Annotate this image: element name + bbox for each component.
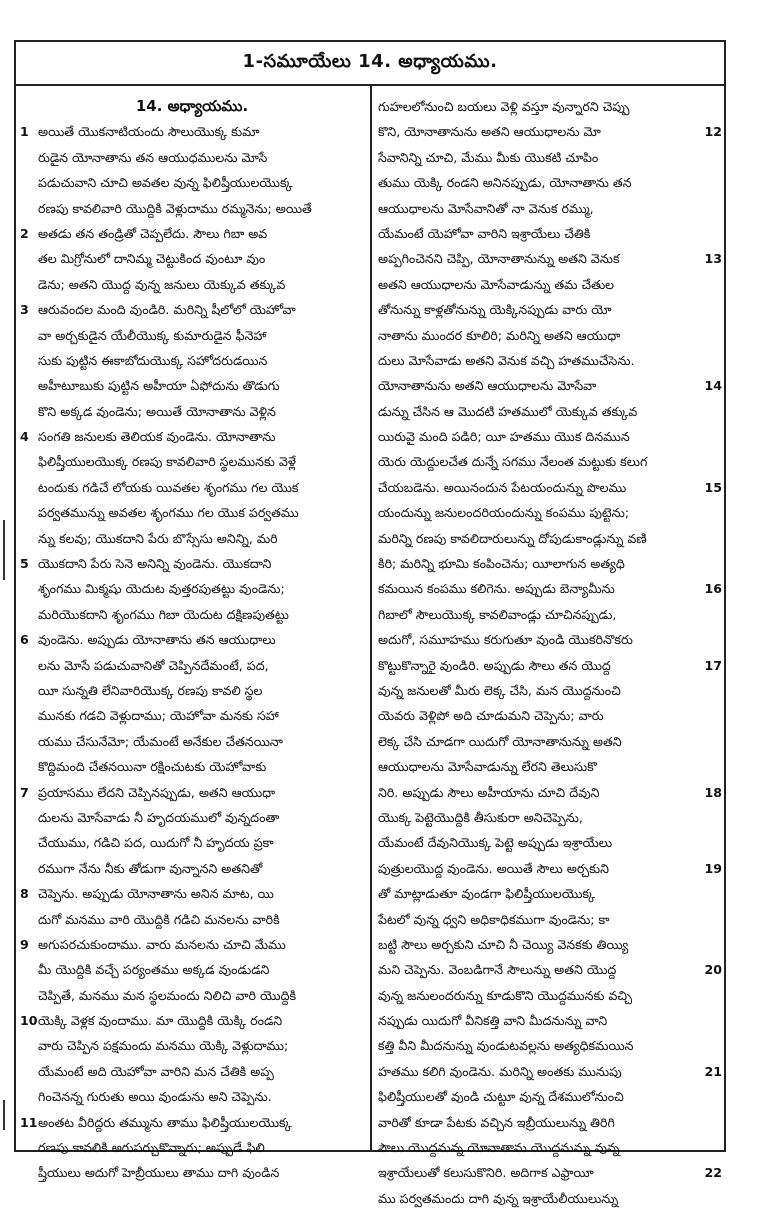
line-text: రణపు కావలికి అగుపర్చుకొన్నారు; అప్పుడే ఫిలి xyxy=(38,1140,265,1156)
line-text: దులు మోసేవాడు అతని వెనుక వచ్చి హతముచేసెను. xyxy=(378,352,635,368)
line-text: యెవరు వెళ్లిపో అది చూడుమని చెప్పెను; వారు xyxy=(378,708,604,724)
text-line xyxy=(20,399,364,424)
verse-number: 10 xyxy=(20,1013,38,1029)
verse-number: 17 xyxy=(704,657,722,673)
line-text: చేయుము, గడిచి పద, యిదుగో నీ హృదయ ప్రకా xyxy=(38,835,274,851)
line-text: మీ యొద్దికి వచ్చే పర్యంతము అక్కడ వుండుడని xyxy=(38,962,270,978)
line-text: కమయిన కంపము కలిగెను. అప్పుడు బెన్యామీను xyxy=(378,581,615,597)
verse-number: 1 xyxy=(20,124,29,140)
text-line xyxy=(20,754,364,779)
text-line xyxy=(20,272,364,297)
line-text: నాతాను ముందర కూలిరి; మరిన్ని అతని ఆయుధా xyxy=(378,327,621,343)
text-line xyxy=(378,932,722,957)
line-text: కొద్దిమంది చేతనయినా రక్షించుటకు యెహోవాకు xyxy=(38,759,267,775)
line-text: రముగా నేను నీకు తోడుగా వున్నానని అతనితో xyxy=(38,860,263,876)
verse-number: 14 xyxy=(704,378,722,394)
text-line xyxy=(20,246,364,271)
text-line xyxy=(378,297,722,322)
text-line xyxy=(20,830,364,855)
text-line xyxy=(20,678,364,703)
text-line xyxy=(20,653,364,678)
text-line xyxy=(20,348,364,373)
line-text: పర్వతమున్ను అవతల శృంగము గల యొక పర్వతము xyxy=(38,505,299,521)
verse-number: 8 xyxy=(20,886,29,902)
text-line xyxy=(378,881,722,906)
line-text: ఫిలిష్తీయులయొక్క రణపు కావలివారి స్థలమునకు వెళ్లే xyxy=(38,454,296,470)
line-text: తో మాట్లాడుతూ వుండగా ఫిలిష్తీయులయొక్క xyxy=(378,886,596,902)
text-line xyxy=(378,272,722,297)
line-text: తల మిగ్రోనులో దానిమ్మ చెట్టుకింద వుంటూ వుం xyxy=(38,251,266,267)
line-text: అతడు తన తండ్రితో చెప్పలేదు. సౌలు గిబా అవ xyxy=(38,225,268,241)
line-text: వారు చెప్పిన పక్షమందు మనము యెక్కి వెళ్లుదాము; xyxy=(38,1038,289,1054)
line-text: సౌలు యొద్దనున్న యోనాతాను యొద్దనున్ను వున్న xyxy=(378,1140,620,1156)
text-line xyxy=(378,1110,722,1135)
line-text: దుగో మనము వారి యొద్దికి గడిచి మనలను వారికి xyxy=(38,911,280,927)
line-text: కత్తి వీని మీదనున్ను వుండుటవల్లను అత్యధికమయిన xyxy=(378,1038,634,1054)
line-text: యెరు యెద్దులచేత దున్నే సగము నేలంత మట్టుకు కలుగ xyxy=(378,454,648,470)
line-text: గించెనన్న గురుతు అయి వుండును అని చెప్పెను. xyxy=(38,1089,272,1105)
line-text: డెను; అతని యొద్ద వున్న జనులు యెక్కువ తక్కువ xyxy=(38,276,286,292)
text-line xyxy=(378,780,722,805)
line-text: అప్పగించెనని చెప్పి, యోనాతానున్ను అతని వెనుక xyxy=(378,251,620,267)
text-line xyxy=(20,780,364,805)
line-text: సేవానిన్ని చూచి, మేము మీకు యొకటి చూపిం xyxy=(378,149,599,165)
text-line xyxy=(378,373,722,398)
text-line xyxy=(378,576,722,601)
text-line xyxy=(378,399,722,424)
line-text: అహీటూబుకు పుట్టిన అహీయా ఏఫోదును తొడుగు xyxy=(38,378,280,394)
line-text: పుత్రులయొద్ద వుండెను. అయితే సౌలు అర్చకుని xyxy=(378,860,609,876)
line-text: వున్న జనులందరున్ను కూడుకొని యొద్దమునకు వచ్చి xyxy=(378,987,633,1003)
text-line xyxy=(378,526,722,551)
verse-number: 22 xyxy=(704,1165,722,1181)
text-line xyxy=(378,551,722,576)
text-line xyxy=(20,1033,364,1058)
line-text: అగుపరచుకుందాము. వారు మనలను చూచి మేము xyxy=(38,936,286,952)
line-text: తుము యెక్కి రండని అనినప్పుడు, యోనాతాను తన xyxy=(378,175,632,191)
line-text: ప్రయాసము లేదని చెప్పినప్పుడు, అతని ఆయుధా xyxy=(38,784,276,800)
text-line xyxy=(20,729,364,754)
text-line xyxy=(378,729,722,754)
text-line xyxy=(20,449,364,474)
verse-number: 15 xyxy=(704,479,722,495)
line-text: గుహలలోనుంచి బయలు వెళ్లి వస్తూ వున్నారని చెప్పు xyxy=(378,99,630,114)
text-line xyxy=(20,119,364,144)
line-text: వా అర్చకుడైన యేలీయొక్క కుమారుడైన ఫీనెహా xyxy=(38,327,267,343)
line-text: హతము కలిగి వుండెను. మరిన్ని అంతకు మునుపు xyxy=(378,1063,622,1079)
text-line xyxy=(20,424,364,449)
text-line xyxy=(20,500,364,525)
text-line xyxy=(20,602,364,627)
text-line xyxy=(378,196,722,221)
line-text: దులను మోసేవాడు నీ హృదయములో వున్నదంతా xyxy=(38,809,280,825)
line-text: మునకు గడచి వెళ్లుదాము; యెహోవా మనకు సహా xyxy=(38,708,279,724)
text-line xyxy=(378,805,722,830)
verse-number: 6 xyxy=(20,632,29,648)
text-line xyxy=(378,323,722,348)
right-text-lines xyxy=(378,94,722,1211)
text-line xyxy=(378,1033,722,1058)
text-line xyxy=(378,907,722,932)
left-text-lines xyxy=(20,119,364,1185)
line-text: వున్న జనులతో మీరు లెక్క చేసి, మన యొద్దనుంచి xyxy=(378,682,621,698)
line-text: యందున్ను జనులందరియందున్ను కంపము పుట్టెను; xyxy=(378,505,630,521)
text-line xyxy=(378,1059,722,1084)
line-text: పడుచువాని చూచి అవతల వున్న ఫిలిష్తీయులయొక్క xyxy=(38,175,293,191)
text-line xyxy=(20,526,364,551)
text-line xyxy=(20,907,364,932)
line-text: యిరువై మంది పడిరి; యీ హతము యొక దినమున xyxy=(378,429,630,445)
text-line xyxy=(378,170,722,195)
line-text: న్ను కలవు; యొకదాని పేరు బొస్సేసు అనిన్ని, మరి xyxy=(38,530,278,546)
text-line xyxy=(378,983,722,1008)
text-line xyxy=(20,957,364,982)
text-line xyxy=(20,805,364,830)
page-edge-mark xyxy=(3,1100,5,1130)
line-text: ష్తీయులు అదుగో హెబ్రీయులు తాము దాగి వుండిన xyxy=(38,1165,280,1181)
text-line xyxy=(20,1135,364,1160)
line-text: యొక్క పెట్టెయొద్దికి తీసుకురా అనిచెప్పెను, xyxy=(378,809,583,825)
line-text: మని చెప్పెను. వెంబడిగానే సౌలున్ను అతని యొద్ద xyxy=(378,962,617,978)
text-line xyxy=(378,754,722,779)
line-text: చెప్పెను. అప్పుడు యోనాతాను అనిన మాట, యి xyxy=(38,886,274,902)
line-text: యేమంటే యెహోవా వారిని ఇశ్రాయేలు చేతికి xyxy=(378,225,591,241)
text-line xyxy=(20,932,364,957)
line-text: సంగతి జనులకు తెలియక వుండెను. యోనాతాను xyxy=(38,429,276,445)
text-line xyxy=(378,856,722,881)
line-text: అతని ఆయుధాలను మోసేవాడున్ను తమ చేతుల xyxy=(378,276,615,292)
verse-number: 3 xyxy=(20,302,29,318)
text-line xyxy=(378,475,722,500)
line-text: యోనాతానును అతని ఆయుధాలను మోసేవా xyxy=(378,378,597,394)
line-text: టందుకు గడిచే లోయకు యివతల శృంగము గల యొక xyxy=(38,479,299,495)
line-text: సుకు పుట్టిన ఈకాబోదుయొక్క సహోదరుడయిన xyxy=(38,352,268,368)
verse-number: 21 xyxy=(704,1063,722,1079)
line-text: మరిన్ని రణపు కావలిదారులున్ను దోపుడుకాండ్లున్ను వణి xyxy=(378,530,647,546)
chapter-heading: 14. అధ్యాయము. xyxy=(135,97,249,115)
text-line xyxy=(378,1160,722,1185)
text-line xyxy=(20,170,364,195)
line-text: అయితే యొకనాటియందు సౌలుయొక్క కుమా xyxy=(38,124,260,140)
line-text: లను మోసే పడుచువానితో చెప్పినదేమంటే, పద, xyxy=(38,657,269,673)
verse-number: 16 xyxy=(704,581,722,597)
line-text: కొట్టుకొన్నారై వుండిరి. అప్పుడు సౌలు తన యొద్ద xyxy=(378,657,611,673)
line-text: శృంగము మిక్మషు యెదుట వుత్తరపుతట్టు వుండెను; xyxy=(38,581,285,597)
text-line xyxy=(20,221,364,246)
text-line xyxy=(20,145,364,170)
line-text: గిబాలో సౌలుయొక్క కావలివాండ్లు చూచినప్పుడు, xyxy=(378,606,617,622)
line-text: యొకదాని పేరు సెనె అనిన్ని వుండెను. యొకదాని xyxy=(38,556,272,572)
text-line xyxy=(378,1135,722,1160)
text-line xyxy=(20,881,364,906)
text-line xyxy=(20,576,364,601)
line-text: మరియొకదాని శృంగము గిబా యెదుట దక్షిణపుతట్టు xyxy=(38,606,289,622)
running-header xyxy=(14,40,726,86)
verse-number: 19 xyxy=(704,860,722,876)
line-text: వారితో కూడా పేటకు వచ్చిన ఇబ్రీయులున్ను తిరిగి xyxy=(378,1114,615,1130)
text-line xyxy=(20,196,364,221)
text-line xyxy=(378,602,722,627)
text-line xyxy=(20,627,364,652)
verse-number: 13 xyxy=(704,251,722,267)
line-text: రణపు కావలివారి యొద్దికి వెళ్లుదాము రమ్మనెను; అయితే xyxy=(38,200,312,216)
text-line xyxy=(378,449,722,474)
text-line xyxy=(20,1084,364,1109)
line-text: ఆయుధాలను మోసేవాడున్ను లేరని తెలుసుకొ xyxy=(378,759,597,775)
line-text: అదుగో, సమూహము కరుగుతూ వుండి యొకరినొకరు xyxy=(378,632,633,648)
line-text: వుండెను. అప్పుడు యోనాతాను తన ఆయుధాలు xyxy=(38,632,276,648)
text-line xyxy=(378,145,722,170)
line-text: ఆరువందల మంది వుండిరి. మరిన్ని షీలోలో యెహోవా xyxy=(38,302,296,318)
text-line xyxy=(378,678,722,703)
text-line xyxy=(378,957,722,982)
text-line xyxy=(378,221,722,246)
text-line xyxy=(378,348,722,373)
column-divider xyxy=(370,86,372,1152)
text-line xyxy=(20,1160,364,1185)
verse-number: 7 xyxy=(20,784,29,800)
line-text: యెక్కి వెళ్లక వుందాము. మా యొద్దికి యెక్కి రండని xyxy=(38,1013,283,1029)
right-column xyxy=(378,94,722,1206)
text-line xyxy=(20,983,364,1008)
line-text: బట్టి సౌలు అర్చకుని చూచి నీ చెయ్యి వెనకకు తియ్యి xyxy=(378,936,629,952)
line-text: నప్పుడు యిదుగో వీనికత్తి వాని మీదనున్ను వాని xyxy=(378,1013,608,1029)
line-text: తోనున్ను కాళ్లతోనున్ను యెక్కినప్పుడు వారు యో xyxy=(378,302,612,318)
line-text: యేమంటే దేవునియొక్క పెట్టె అప్పుడు ఇశ్రాయేలు xyxy=(378,835,613,851)
left-column xyxy=(20,94,364,1181)
line-text: అంతట వీరిద్దరు తమ్మును తాము ఫిలిష్తీయులయొక్క xyxy=(38,1114,292,1130)
text-line xyxy=(378,830,722,855)
line-text: ఫిలిష్తీయులతో వుండి చుట్టూ వున్న దేశములోనుంచి xyxy=(378,1089,624,1105)
line-text: యేమంటే అది యెహోవా వారిని మన చేతికి అప్ప xyxy=(38,1063,274,1079)
verse-number: 9 xyxy=(20,936,29,952)
text-line xyxy=(20,551,364,576)
text-line xyxy=(378,1008,722,1033)
line-text: కిరి; మరిన్ని భూమి కంపించెను; యీలాగున అత్యధి xyxy=(378,556,625,572)
text-line xyxy=(378,627,722,652)
text-line xyxy=(378,500,722,525)
line-text: పేటలో వున్న ధ్వని అధికాధికముగా వుండెను; కా xyxy=(378,911,610,927)
text-line xyxy=(378,653,722,678)
line-text: చేయబడెను. అయినందున పేటయందున్ను పొలము xyxy=(378,479,627,495)
line-text: ము పర్వతమందు దాగి వున్న ఇశ్రాయేలీయులున్ను xyxy=(378,1190,619,1206)
text-line xyxy=(378,94,722,119)
text-line xyxy=(378,424,722,449)
line-text: కొని, యోనాతానును అతని ఆయుధాలను మో xyxy=(378,124,601,140)
verse-number: 20 xyxy=(704,962,722,978)
line-text: కొని అక్కడ వుండెను; అయితే యోనాతాను వెళ్లిన xyxy=(38,403,276,419)
line-text: యము చేసునేమో; యేమంటే అనేకుల చేతనయినా xyxy=(38,733,284,749)
line-text: రుడైన యోనాతాను తన ఆయుధములను మోసే xyxy=(38,149,268,165)
text-line xyxy=(20,856,364,881)
text-line xyxy=(378,246,722,271)
page-title: 1-సమూయేలు 14. అధ్యాయము. xyxy=(242,50,498,72)
line-text: లెక్క చేసి చూడగా యిదుగో యోనాతానున్ను అతని xyxy=(378,733,622,749)
line-text: చెప్పితే, మనము మన స్థలమందు నిలిచి వారి యొద్దికి xyxy=(38,987,297,1003)
text-line xyxy=(378,1084,722,1109)
verse-number: 2 xyxy=(20,225,29,241)
line-text: డున్ను చేసిన ఆ మొదటి హతములో యెక్కువ తక్కువ xyxy=(378,403,638,419)
text-line xyxy=(20,1008,364,1033)
text-line xyxy=(20,297,364,322)
text-line xyxy=(20,323,364,348)
line-text: నిరి. అప్పుడు సౌలు అహీయాను చూచి దేవుని xyxy=(378,784,600,800)
text-line xyxy=(378,1186,722,1211)
text-line xyxy=(20,475,364,500)
line-text: ఇశ్రాయేలుతో కలుసుకొనిరి. అదిగాక ఎఫ్రాయీ xyxy=(378,1165,594,1181)
verse-number: 5 xyxy=(20,556,29,572)
text-line xyxy=(378,703,722,728)
verse-number: 11 xyxy=(20,1114,38,1130)
verse-number: 12 xyxy=(704,124,722,140)
line-text: ఆయుధాలను మోసేవానితో నా వెనుక రమ్ము, xyxy=(378,200,594,216)
line-text: యీ సున్నతి లేనివారియొక్క రణపు కావలి స్థల xyxy=(38,682,263,698)
page-edge-mark xyxy=(3,520,5,580)
text-line xyxy=(378,119,722,144)
verse-number: 4 xyxy=(20,429,29,445)
text-line xyxy=(20,373,364,398)
verse-number: 18 xyxy=(704,784,722,800)
text-line xyxy=(20,1110,364,1135)
text-line xyxy=(20,703,364,728)
text-line xyxy=(20,1059,364,1084)
